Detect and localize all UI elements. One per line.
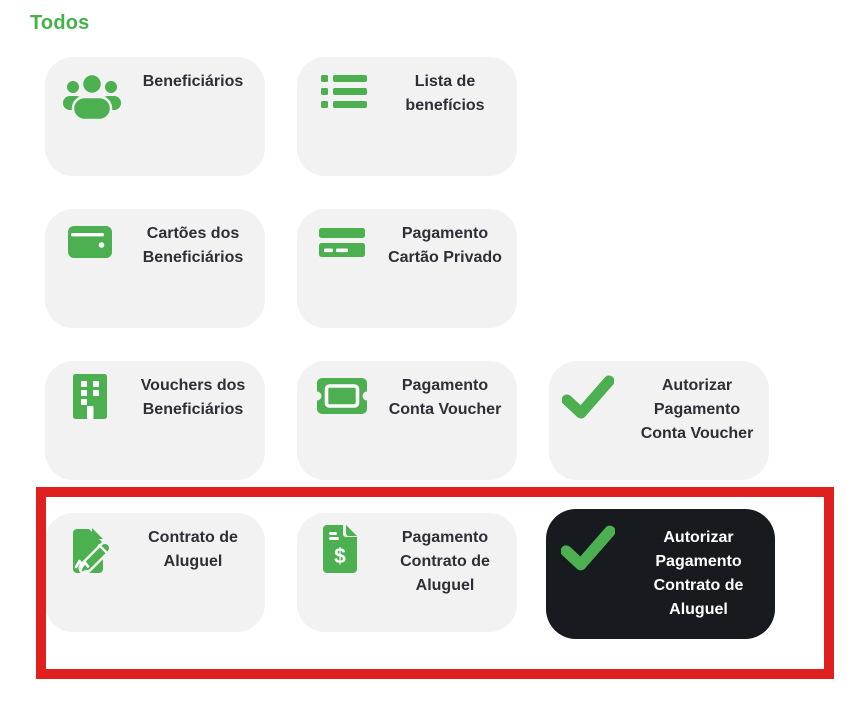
card-beneficiarios[interactable] — [45, 57, 265, 176]
card-label: Vouchers dos Beneficiários — [140, 377, 246, 418]
list-icon — [321, 75, 367, 109]
credit-card-icon — [319, 228, 365, 259]
card-label: Cartões dos Beneficiários — [142, 225, 244, 266]
card-label: Autorizar Pagamento Contrato de Aluguel — [653, 529, 744, 618]
invoice-dollar-icon — [323, 525, 359, 573]
card-autorizar-pagamento-contrato-de-aluguel[interactable] — [546, 509, 775, 639]
ticket-icon — [317, 378, 367, 414]
card-autorizar-pagamento-conta-voucher[interactable] — [549, 361, 769, 480]
check-icon — [561, 525, 615, 571]
card-cartoes-dos-beneficiarios[interactable] — [45, 209, 265, 328]
users-icon — [63, 73, 121, 121]
card-pagamento-conta-voucher[interactable] — [297, 361, 517, 480]
card-vouchers-dos-beneficiarios[interactable] — [45, 361, 265, 480]
card-label: Pagamento Cartão Privado — [388, 225, 502, 266]
card-pagamento-cartao-privado[interactable] — [297, 209, 517, 328]
building-icon — [72, 374, 108, 420]
card-pagamento-contrato-de-aluguel[interactable] — [297, 513, 517, 632]
card-label: Beneficiários — [142, 73, 244, 90]
card-contrato-de-aluguel[interactable] — [45, 513, 265, 632]
wallet-icon — [68, 226, 112, 259]
card-label: Contrato de Aluguel — [148, 529, 238, 570]
contract-signature-icon — [65, 527, 113, 575]
card-label: Lista de benefícios — [405, 73, 485, 114]
card-label: Autorizar Pagamento Conta Voucher — [640, 377, 754, 442]
check-icon — [562, 375, 614, 419]
card-lista-de-beneficios[interactable] — [297, 57, 517, 176]
svg-text:$: $ — [334, 545, 346, 568]
page-title: Todos — [30, 12, 90, 34]
card-label: Pagamento Contrato de Aluguel — [400, 529, 490, 594]
card-label: Pagamento Conta Voucher — [388, 377, 502, 418]
